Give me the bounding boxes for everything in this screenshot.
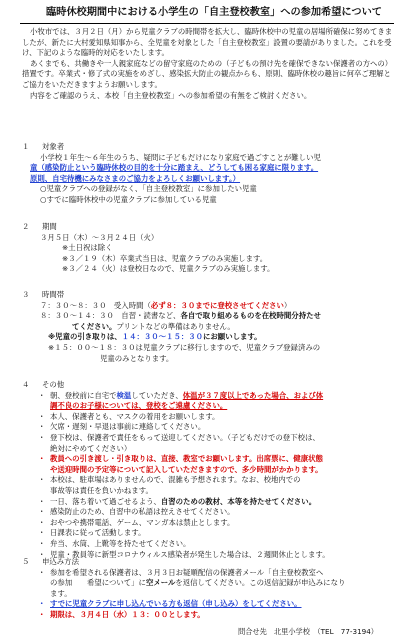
section-5-heading	[22, 557, 398, 568]
section-1-heading	[22, 142, 398, 153]
list-item: ・ おやつや携帯電話、ゲーム、マンガ本は禁止とします。	[40, 518, 398, 529]
time-2-emphasis: 各自で取り組めるものを在校時間分持たせ	[180, 311, 321, 321]
section-4-title: その他	[42, 380, 65, 389]
section-time	[22, 290, 398, 364]
list-item	[40, 433, 398, 454]
apply-1-text-3: を返信してください。この返信記録が申込みになり	[175, 578, 346, 588]
page-title: 臨時休校期間中における小学生の「自主登校教室」への参加希望について	[46, 7, 382, 18]
list-item	[40, 610, 398, 621]
list-item	[40, 475, 398, 496]
time-1-close: ）	[283, 300, 292, 310]
b7-emphasis: 自習のための教材、本等を持たせてください。	[160, 496, 317, 506]
list-item	[40, 568, 398, 600]
b5-text-2: や送迎時間の予定等について記入していただきますので、多少時間がかかります。	[50, 464, 323, 474]
section-5-list	[22, 568, 398, 621]
b4-text-2: 絶対にやめてください）	[50, 443, 132, 453]
b6-text-2: 事故等は責任を負いかねます。	[50, 485, 153, 495]
list-item	[40, 391, 398, 412]
section-1-line-2: 童（感染防止という臨時休校の目的を十分に踏まえ、どうしても困る家庭に限ります。	[30, 163, 319, 173]
section-apply	[22, 557, 398, 621]
section-2-dates: ３月５日（木）～３月２４日（火）	[40, 232, 159, 242]
list-item: ・ 欠席・遅刻・早退は事前に連絡してください。	[40, 422, 398, 433]
intro-paragraph-3: 内容をご確認のうえ、本校「自主登校教室」への参加希望の有無をご検討ください。	[30, 90, 312, 100]
section-other	[22, 380, 398, 560]
deadline-suffix: とします。	[168, 609, 205, 619]
list-item	[40, 454, 398, 475]
intro-paragraph-2	[22, 59, 396, 91]
section-3-note-2: 児童のみとなります。	[100, 353, 174, 363]
section-4-heading	[22, 380, 398, 391]
section-5-title: 申込み方法	[42, 557, 79, 566]
title-underline	[20, 23, 394, 24]
section-1-title: 対象者	[42, 142, 65, 151]
b1-warning: 体温が３７度以上であった場合、および体	[182, 390, 324, 400]
section-1-option-1: ○児童クラブへの登録がなく、「自主登校教室」に参加したい児童	[40, 184, 257, 194]
section-period	[22, 222, 398, 275]
contact-footer: 問合せ先 北里小学校 （TEL 77-3194）	[238, 627, 378, 636]
section-5-number: ５	[22, 557, 30, 566]
section-2-number: ２	[22, 222, 30, 231]
list-item: ・ すでに児童クラブに申し込んでいる方も返信（申し込み）をしてください。	[40, 599, 398, 610]
b5-text: 教員への引き渡し・引き取りは、直接、教室でお願いします。出席票に、健康状態	[50, 454, 323, 464]
list-item: ・ 感染防止のため、自習中の私語は控えさせてください。	[40, 507, 398, 518]
b1-warning-2: 調不良のお子様については、登校をご遠慮ください。	[50, 401, 228, 411]
b6-text: 本校は、駐車場はありませんので、混雑も予想されます。なお、校地内での	[50, 475, 301, 485]
list-item: ・ 日課表に従って活動します。	[40, 528, 398, 539]
section-3-heading	[22, 290, 398, 301]
intro-paragraph-1: 小牧市では、３月２日（月）から児童クラブの時間帯を拡大し、臨時休校中の児童の居場所確保に努めてきましたが、新たに大村愛知県知事から、全児童を対象とした「自主登校教室」設置の要請がありました。これを受け、下記のような臨時的対応をいたします。	[22, 27, 393, 58]
time-2-emphasis-cont: てください。	[72, 321, 117, 331]
pickup-time: １４：３０～１５：３０	[121, 332, 204, 342]
section-3-time-2-cont	[22, 322, 398, 333]
b7-text: 一日、落ち着いて過ごせるよう、	[50, 496, 161, 506]
time-1-label: ７：３０～８：３０ 受入時間（	[40, 300, 151, 310]
list-item: ・ 児童・教員等に新型コロナウィルス感染者が発生した場合は、２週間休止とします。	[40, 550, 398, 561]
section-1-line-3: 原則、自宅待機にみなさまのご協力をよろしくお願いします。）	[30, 173, 241, 183]
empty-mail: 空メール	[145, 578, 176, 588]
section-3-title: 時間帯	[42, 290, 65, 299]
intro-paragraph-2-text: あくまでも、共働きや一人親家庭などの留守家庭のための（子どもの預け先を確保できない保護者の方への）措置です。卒業式・修了式の実施をめざし、感染拡大防止の観点からも、原則、臨時休校の趣旨に何卒ご理解とご協力をいただきますようお願いします。	[22, 58, 393, 89]
section-1-option-2: ○すでに臨時休校中の児童クラブに参加している児童	[40, 194, 217, 204]
section-2-heading	[22, 222, 398, 233]
section-2-note-1: ※土日祝は除く	[62, 243, 113, 253]
section-3-pickup	[22, 332, 398, 343]
pickup-label: ※児童の引き取りは、	[48, 332, 122, 342]
b1-text: 朝、登校前に自宅で	[50, 390, 117, 400]
section-1-number: １	[22, 142, 30, 151]
list-item: ・ 本人、保護者とも、マスクの着用をお願いします。	[40, 412, 398, 423]
b4-text: 登下校は、保護者で責任をもって送迎してください。（子どもだけでの登下校は、	[50, 432, 320, 442]
list-item	[40, 497, 398, 508]
section-target	[22, 142, 398, 206]
apply-1-text-4: ます。	[50, 588, 72, 598]
section-2-note-2: ※３／１９（木）卒業式当日は、児童クラブのみ実施します。	[62, 253, 268, 263]
section-3-number: ３	[22, 290, 30, 299]
b1-temp: 検温	[116, 390, 132, 400]
list-item: ・ 弁当、水筒、上靴等を持たせてください。	[40, 539, 398, 550]
intro-block	[22, 27, 396, 101]
section-4-number: ４	[22, 380, 30, 389]
time-1-warning: 必ず８：３０までに登校させてください	[150, 300, 284, 310]
b1-text-2: していただき、	[131, 390, 183, 400]
section-3-time-1	[22, 301, 398, 312]
time-2-note: プリントなどの準備はありません。	[116, 321, 235, 331]
section-3-note-1: ※１５：００～１８：３０は児童クラブに移行しますので、児童クラブ登録済みの	[48, 342, 321, 352]
section-2-note-3: ※３／２４（火）は登校日なので、児童クラブのみ実施します。	[62, 264, 275, 274]
section-2-title: 期間	[42, 222, 57, 231]
deadline-date: ３月４日（水）１３：００	[79, 609, 169, 619]
section-1-line-1: 小学校１年生～６年生のうち、疑問に子どもだけになり家庭で過ごすことが難しい児	[40, 152, 321, 162]
section-4-list	[22, 391, 398, 561]
section-3-time-2	[22, 311, 398, 322]
apply-1-text: 参加を希望される保護者は、３月３日お疑順配信の保護者メール「自主登校教室へ	[50, 567, 324, 577]
deadline-label: 期限は、	[50, 609, 80, 619]
pickup-suffix: にお願いします。	[203, 332, 262, 342]
time-2-label: ８：３０～１４：３０ 自習・読書など、	[40, 311, 181, 321]
apply-1-text-2: の参加 希望について」に	[50, 578, 146, 588]
